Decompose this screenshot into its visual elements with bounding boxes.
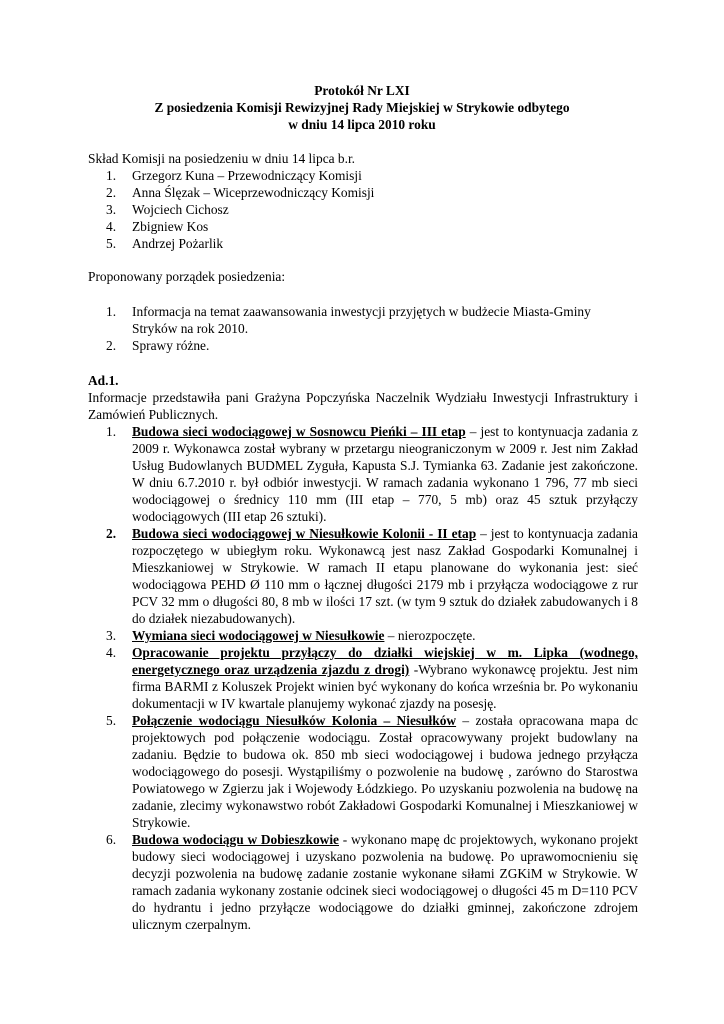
investment-title: Budowa sieci wodociągowej w Niesułkowie Kolonii - II etap: [132, 526, 477, 541]
section-heading-ad1: Ad.1.: [88, 373, 119, 388]
title-line-1: Protokół Nr LXI: [314, 83, 410, 98]
investment-title: Budowa sieci wodociągowej w Sosnowcu Pieńki – III etap: [132, 424, 466, 439]
investment-title: Opracowanie projektu przyłączy do działki wiejskiej w m. Lipka (wodnego, energetycznego oraz urządzenia zjazdu z drogi): [132, 645, 638, 677]
agenda-intro: Proponowany porządek posiedzenia:: [88, 269, 286, 284]
title-line-2: Z posiedzenia Komisji Rewizyjnej Rady Miejskiej w Strykowie odbytego: [154, 100, 570, 115]
investment-item: 5. Połączenie wodociągu Niesułków Kolonia – Niesułków – została opracowana mapa dc projektowych pod połączenie wodociągu. Został opracowywany projekt budowlany na zadaniu. Będzie to budowa ok. 850 mb sieci wodociągowej i budowa jednego przyłącza wodociągowego do posesji. Wystąpiliśmy o pozwolenie na budowę , zarówno do Starostwa Powiatowego w Zgierzu jak i Wojewody Łódzkiego. Po uzyskaniu pozwolenia na budowę na zadanie, zlecimy wykonawstwo robót Zakładowi Gospodarki Komunalnej i Mieszkaniowej w Strykowie.: [106, 713, 638, 830]
member-item: 5. Andrzej Pożarlik: [106, 236, 224, 251]
investment-item: 3. Wymiana sieci wodociągowej w Niesułkowie – nierozpoczęte.: [106, 628, 476, 643]
member-item: 3. Wojciech Cichosz: [106, 202, 229, 217]
agenda-item: 2. Sprawy różne.: [106, 338, 210, 353]
ad1-intro: Informacje przedstawiła pani Grażyna Popczyńska Naczelnik Wydziału Inwestycji Infrastruktury i Zamówień Publicznych.: [88, 390, 638, 422]
members-list: [106, 167, 626, 252]
investment-title: Połączenie wodociągu Niesułków Kolonia – Niesułków: [132, 713, 457, 728]
title-line-3: w dniu 14 lipca 2010 roku: [288, 117, 436, 132]
member-item: 1. Grzegorz Kuna – Przewodniczący Komisji: [106, 168, 362, 183]
member-item: 4. Zbigniew Kos: [106, 219, 209, 234]
investment-item: 2. Budowa sieci wodociągowej w Niesułkowie Kolonii - II etap – jest to kontynuacja zadania rozpoczętego w ubiegłym roku. Wykonawcą jest nasz Zakład Gospodarki Komunalnej i Mieszkaniowej w Strykowie. W ramach II etapu planowane do wykonania jest: sieć wodociągowa PEHD Ø 110 mm o łącznej długości 2179 mb i przyłącza wodociągowe z rur PCV 32 mm o długości 80, 8 mb w ilości 17 szt. (w tym 9 sztuk do działek zabudowanych i 8 do działek niezabudowanych).: [106, 526, 638, 626]
agenda-list: [106, 303, 638, 354]
investment-list: [106, 423, 638, 933]
investment-title: Wymiana sieci wodociągowej w Niesułkowie: [132, 628, 385, 643]
member-item: 2. Anna Ślęzak – Wiceprzewodniczący Komisji: [106, 185, 375, 200]
investment-item: 4. Opracowanie projektu przyłączy do działki wiejskiej w m. Lipka (wodnego, energetycznego oraz urządzenia zjazdu z drogi) -Wybrano wykonawcę projektu. Jest nim firma BARMI z Koluszek Projekt winien być wykonany do końca września br. Po wykonaniu dokumentacji w IV kwartale planujemy wykonać zjazdy na posesję.: [106, 645, 638, 711]
investment-item: 1. Budowa sieci wodociągowej w Sosnowcu Pieńki – III etap – jest to kontynuacja zadania z 2009 r. Wykonawca został wybrany w przetargu nieograniczonym w 2009 r. Jest nim Zakład Usług Budowlanych BUDMEL Zyguła, Kapusta S.J. Tymianka 63. Zadanie jest zakończone. W dniu 6.7.2010 r. był odbiór inwestycji. W ramach zadania wykonano 1 796, 77 mb sieci wodociągowej o średnicy 110 mm (III etap – 770, 5 mb) oraz 45 sztuk przyłączy wodociągowych (III etap 26 sztuki).: [106, 424, 638, 524]
document-title: [88, 82, 636, 133]
agenda-item: 1. Informacja na temat zaawansowania inwestycji przyjętych w budżecie Miasta-Gminy Stryków na rok 2010.: [106, 304, 591, 336]
composition-intro: Skład Komisji na posiedzeniu w dniu 14 lipca b.r.: [88, 151, 356, 166]
investment-title: Budowa wodociągu w Dobieszkowie: [132, 832, 339, 847]
investment-item: 6. Budowa wodociągu w Dobieszkowie - wykonano mapę dc projektowych, wykonano projekt budowy sieci wodociągowej i uzyskano pozwolenia na budowę. Po uprawomocnieniu się decyzji pozwolenia na budowę zadanie zostanie wykonane siłami ZGKiM w Strykowie. W ramach zadania wykonany zostanie odcinek sieci wodociągowej o długości 45 m D=110 PCV do hydrantu i jedno przyłącze wodociągowe do działki gminnej, zakończone zdrojem ulicznym czerpalnym.: [106, 832, 638, 932]
